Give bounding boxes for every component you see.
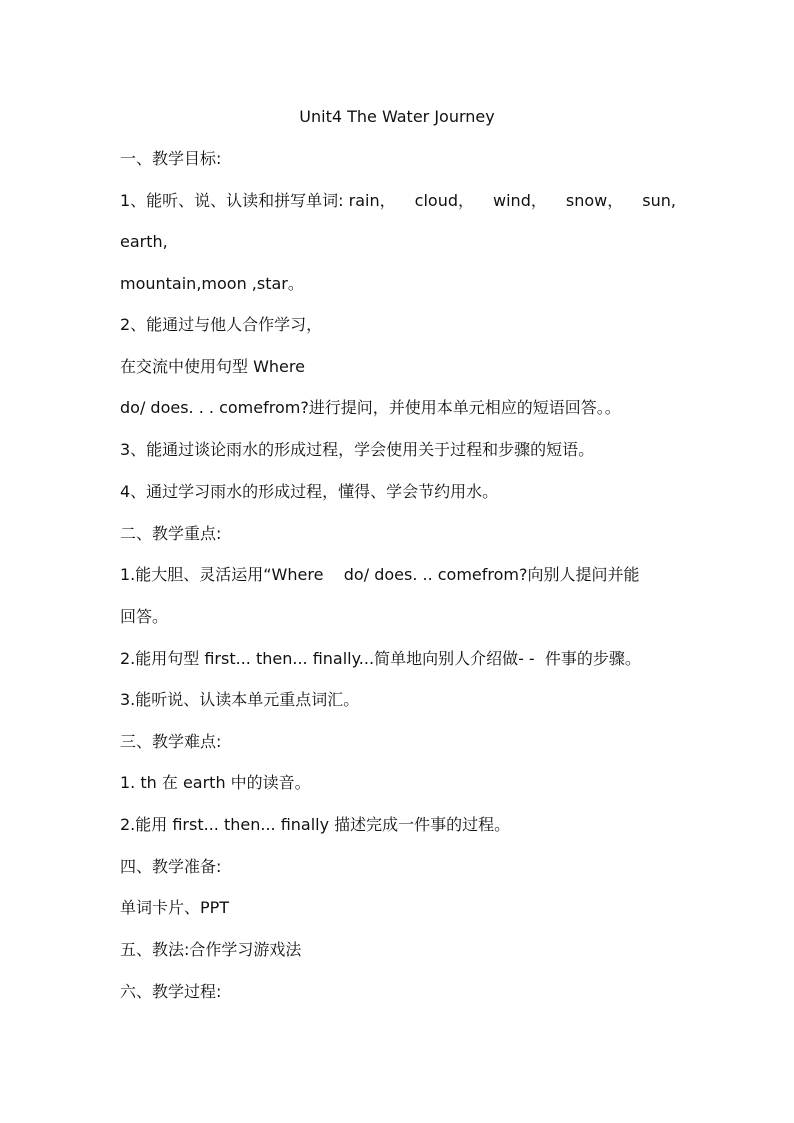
section-heading-difficulties: 三、教学难点:	[120, 732, 222, 751]
key-point-1: 1.能大胆、灵活运用“Where do/ does. .. comefrom?向别人提问并能	[120, 565, 640, 584]
objective-4: 4、通过学习雨水的形成过程，懂得、学会节约用水。	[120, 482, 499, 501]
objective-1-part-2: cloud，	[414, 191, 474, 210]
objective-1-part-5: sun,	[642, 191, 676, 210]
objective-2-sentence-pattern: do/ does. . . comefrom?进行提问，并使用本单元相应的短语回答。。	[120, 398, 621, 417]
section-heading-key-points: 二、教学重点:	[120, 524, 222, 543]
difficulty-1: 1. th 在 earth 中的读音。	[120, 773, 311, 792]
key-point-3: 3.能听说、认读本单元重点词汇。	[120, 690, 360, 709]
objective-1-words: mountain,moon ,star。	[120, 274, 304, 293]
objective-3: 3、能通过谈论雨水的形成过程，学会使用关于过程和步骤的短语。	[120, 440, 595, 459]
objective-1-vocabulary	[120, 189, 676, 213]
objective-1-continued: earth,	[120, 232, 168, 251]
objective-1-part-1: 1、能听、说、认读和拼写单词: rain，	[120, 191, 396, 210]
section-heading-objectives: 一、教学目标:	[120, 149, 222, 168]
section-heading-process: 六、教学过程:	[120, 982, 222, 1001]
difficulty-2: 2.能用 first... then... finally 描述完成一件事的过程。	[120, 815, 511, 834]
objective-1-part-4: snow，	[565, 191, 624, 210]
objective-2: 2、能通过与他人合作学习，	[120, 315, 323, 334]
document-title: Unit4 The Water Journey	[299, 107, 495, 126]
key-point-2: 2.能用句型 first... then... finally...简单地向别人介绍做- - 件事的步骤。	[120, 649, 641, 668]
preparation-items: 单词卡片、PPT	[120, 898, 230, 917]
objective-2-continued: 在交流中使用句型 Where	[120, 357, 305, 376]
section-heading-methods: 五、教法:合作学习游戏法	[120, 940, 302, 959]
objective-1-part-3: wind，	[493, 191, 547, 210]
section-heading-preparation: 四、教学准备:	[120, 857, 222, 876]
key-point-1-continued: 回答。	[120, 607, 169, 626]
